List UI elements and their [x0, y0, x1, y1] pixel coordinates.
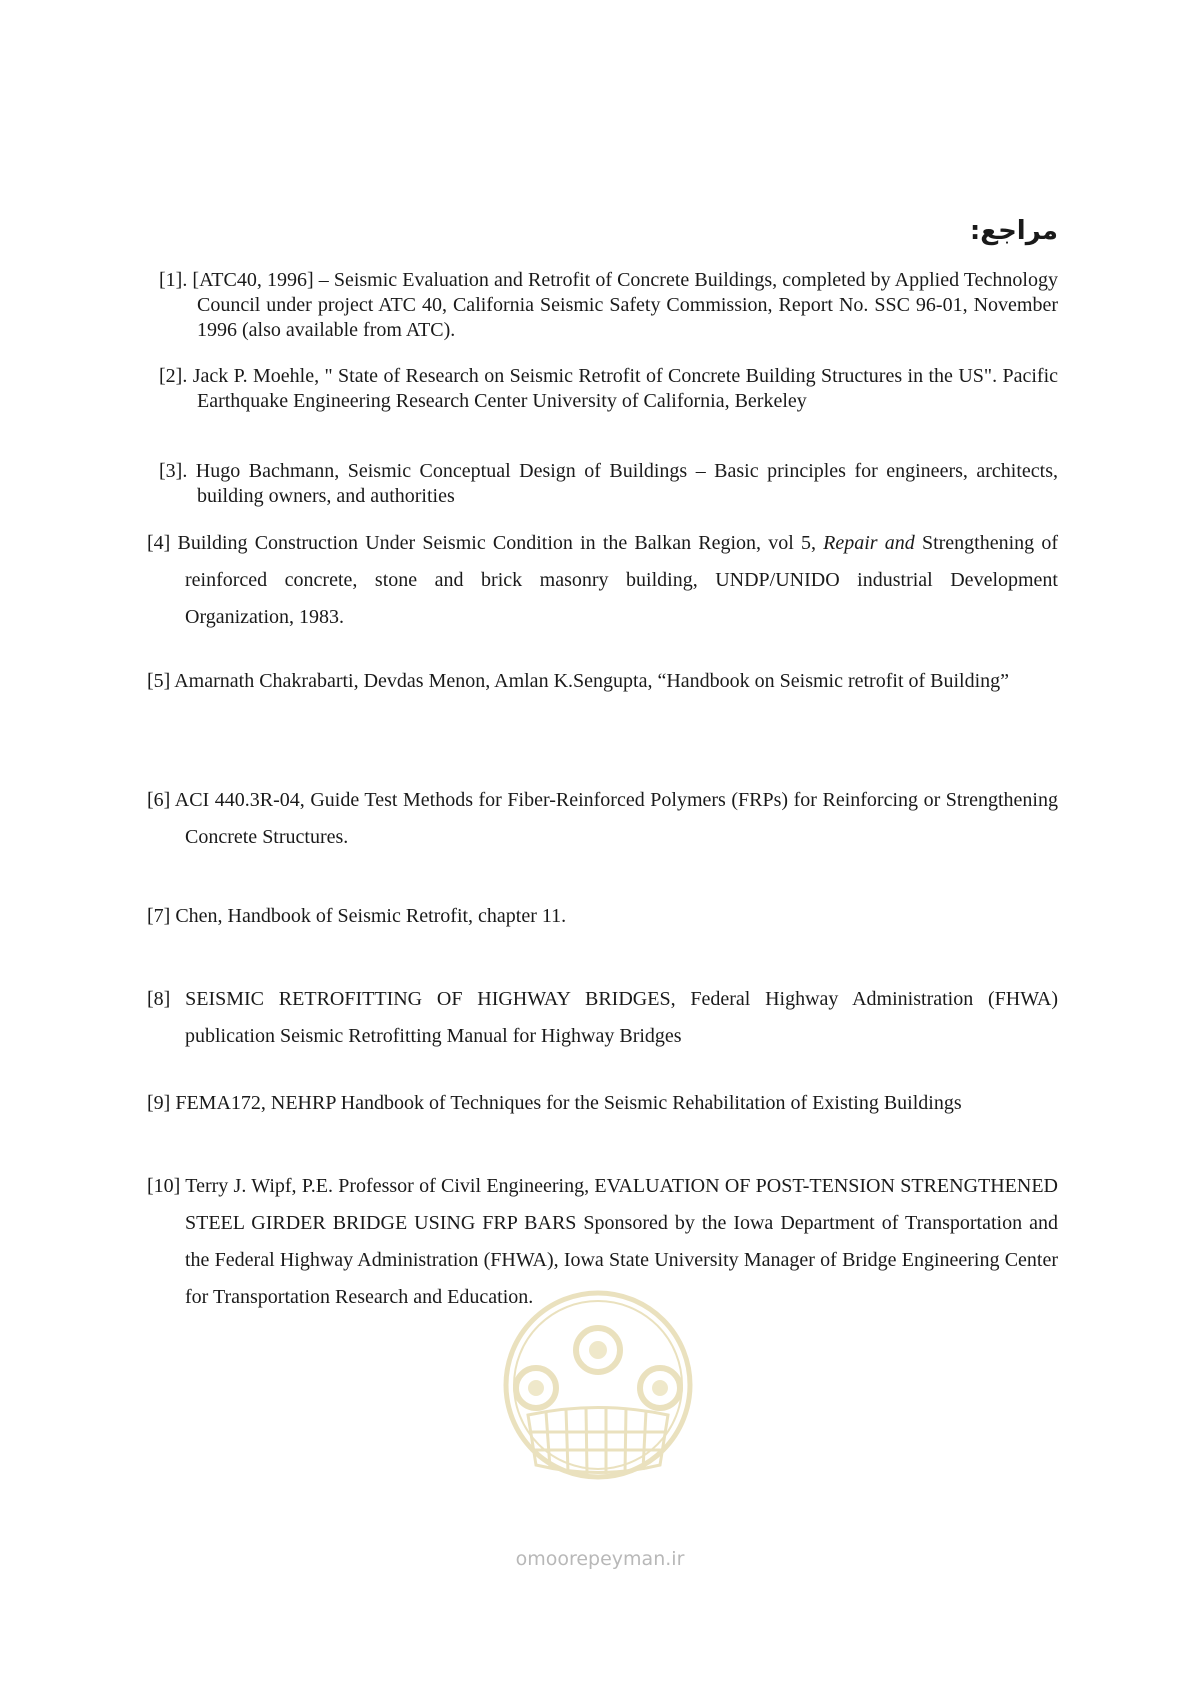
- references-heading: مراجع:: [969, 216, 1058, 246]
- reference-text: [6] ACI 440.3R-04, Guide Test Methods for Fiber-Reinforced Polymers (FRPs) for Reinforcing or Strengthening Concrete Structures.: [147, 789, 1058, 848]
- watermark-site-label: omoorepeyman.ir: [515, 1548, 685, 1570]
- reference-text: [1]. [ATC40, 1996] – Seismic Evaluation and Retrofit of Concrete Buildings, completed by Applied Technology Council under project ATC 40, California Seismic Safety Commission, Report No. SSC 96-01, November 1996 (also available from ATC).: [159, 269, 1058, 341]
- reference-9: [147, 1085, 1058, 1122]
- reference-text: [4] Building Construction Under Seismic Condition in the Balkan Region, vol 5,: [147, 532, 824, 554]
- reference-text: [2]. Jack P. Moehle, " State of Research on Seismic Retrofit of Concrete Building Structures in the US". Pacific Earthquake Engineering Research Center University of California, Berkeley: [159, 365, 1058, 412]
- reference-italic-text: Repair and: [823, 532, 915, 554]
- reference-4: [147, 525, 1058, 636]
- reference-3: [159, 459, 1058, 509]
- reference-text-cont: Strengthening of reinforced concrete, stone and brick masonry building, UNDP/UNIDO industrial Development Organization, 1983.: [185, 532, 1058, 628]
- reference-5: [147, 663, 1058, 700]
- reference-text: [10] Terry J. Wipf, P.E. Professor of Civil Engineering, EVALUATION OF POST-TENSION STRENGTHENED STEEL GIRDER BRIDGE USING FRP BARS Sponsored by the Iowa Department of Transportation and the Federal Highway Administration (FHWA), Iowa State University Manager of Bridge Engineering Center for Transportation Research and Education.: [147, 1175, 1058, 1308]
- reference-text: [8] SEISMIC RETROFITTING OF HIGHWAY BRIDGES, Federal Highway Administration (FHWA) publication Seismic Retrofitting Manual for Highway Bridges: [147, 988, 1058, 1047]
- watermark-seal-icon: [488, 1290, 708, 1560]
- reference-8: [147, 981, 1058, 1055]
- reference-2: [159, 364, 1058, 414]
- reference-text: [3]. Hugo Bachmann, Seismic Conceptual Design of Buildings – Basic principles for engineers, architects, building owners, and authorities: [159, 460, 1058, 507]
- reference-text: [9] FEMA172, NEHRP Handbook of Techniques for the Seismic Rehabilitation of Existing Buildings: [147, 1092, 962, 1114]
- reference-7: [147, 898, 1058, 935]
- reference-text: [5] Amarnath Chakrabarti, Devdas Menon, Amlan K.Sengupta, “Handbook on Seismic retrofit of Building”: [147, 670, 1010, 692]
- reference-6: [147, 782, 1058, 856]
- reference-text: [7] Chen, Handbook of Seismic Retrofit, chapter 11.: [147, 905, 567, 927]
- reference-1: [159, 268, 1058, 343]
